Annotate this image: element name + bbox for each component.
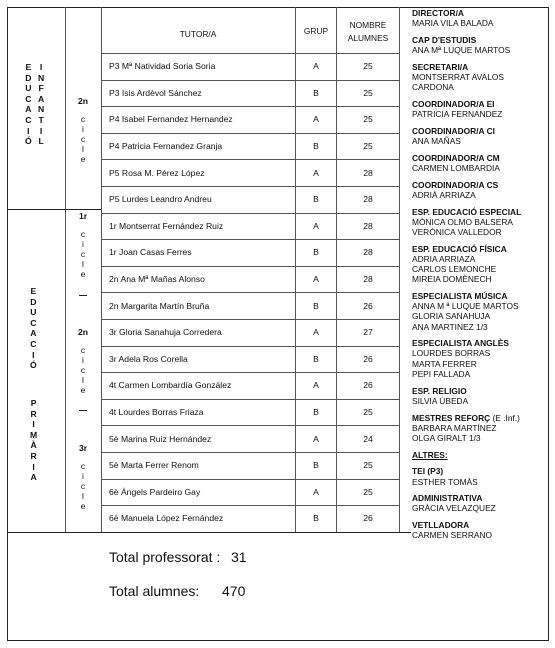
group-letter: B — [313, 87, 319, 98]
vertical-letter: e — [80, 385, 86, 395]
student-count: 25 — [363, 407, 373, 418]
staff-name: OLGA GIRALT 1/3 — [412, 432, 481, 443]
staff-name: SILVIA ÚBEDA — [412, 395, 469, 406]
cycle-primary-1r — [76, 211, 90, 279]
group-letter: A — [313, 327, 319, 338]
staff-name: ANA MAÑAS — [412, 136, 461, 147]
header-grup: GRUP — [303, 26, 329, 36]
staff-name: PATRICIA FERNANDEZ — [412, 109, 503, 120]
staff-name: VERÒNICA VALLEDOR — [412, 226, 502, 237]
vertical-letter: A — [38, 93, 45, 104]
vertical-letter: C — [25, 93, 32, 104]
group-letter: A — [313, 433, 319, 444]
staff-group — [412, 180, 549, 200]
student-count: 25 — [363, 61, 373, 72]
staff-group — [412, 520, 549, 540]
tutor-name: P4 Patricia Fernandez Granja — [109, 141, 223, 152]
student-count: 25 — [363, 141, 373, 152]
group-letter: B — [313, 247, 319, 258]
staff-name: PEPI FALLADA — [412, 368, 471, 379]
total-alumnes-value: 470 — [222, 583, 246, 599]
cycle-divider-1 — [79, 295, 87, 296]
group-letter: A — [313, 380, 319, 391]
staff-role — [412, 493, 549, 503]
tutor-name: 4t Lourdes Borras Friaza — [109, 407, 204, 418]
vertical-letter: L — [38, 136, 44, 147]
staff-name: GLORIA SANAHUJA — [412, 311, 491, 322]
staff-role — [412, 466, 549, 476]
student-count: 27 — [363, 327, 373, 338]
staff-role — [412, 207, 549, 217]
header-alumnes-line1: NOMBRE — [349, 20, 387, 30]
staff-name: MARTA FERRER — [412, 358, 477, 369]
total-professorat-value: 31 — [231, 549, 247, 565]
staff-name: BARBARA MARTÍNEZ — [412, 422, 497, 433]
staff-group — [412, 126, 549, 146]
vertical-letter: i — [82, 124, 84, 134]
student-count: 25 — [363, 114, 373, 125]
student-count: 25 — [363, 460, 373, 471]
staff-group — [412, 62, 549, 93]
vertical-letter: E — [30, 286, 37, 296]
tutor-name: P3 Isis Ardèvol Sánchez — [109, 87, 202, 98]
staff-role-note: (E .Inf.) — [490, 412, 520, 423]
vertical-letter: M — [30, 429, 38, 440]
student-count: 28 — [363, 220, 373, 231]
vertical-letter: c — [80, 114, 86, 124]
vertical-letter: À — [30, 440, 37, 451]
tutor-name: P5 Lurdes Leandro Andreu — [109, 194, 212, 205]
staff-role-label: MESTRES REFORÇ — [412, 412, 491, 423]
student-count: 28 — [363, 247, 373, 258]
vertical-letter: U — [30, 307, 37, 318]
vertical-letter: N — [38, 72, 45, 83]
staff-group — [412, 291, 549, 332]
staff-role-label: ALTRES: — [412, 449, 448, 460]
staff-role-label: ESPECIALISTA ANGLÈS — [412, 338, 509, 349]
vertical-letter: i — [82, 471, 84, 481]
vertical-letter: 3r — [78, 443, 88, 453]
staff-role-label: ESP. EDUCACIÓ FÍSICA — [412, 243, 507, 254]
group-letter: B — [313, 300, 319, 311]
vertical-letter: l — [82, 375, 84, 385]
tutor-name: P5 Rosa M. Pérez López — [109, 167, 205, 178]
tutor-name: P4 Isabel Fernandez Hernandez — [109, 114, 233, 125]
tutor-name: 1r Joan Casas Ferres — [109, 247, 192, 258]
group-letter: B — [313, 141, 319, 152]
vertical-letter: e — [80, 154, 86, 164]
staff-role — [412, 338, 549, 348]
vertical-letter: T — [38, 114, 44, 125]
vertical-letter: c — [80, 481, 86, 491]
group-letter: A — [313, 274, 319, 285]
staff-role — [412, 413, 549, 423]
staff-role-label: ESPECIALISTA MÚSICA — [412, 290, 508, 301]
staff-name: ADRIA ARRIAZA — [412, 253, 476, 264]
group-letter: B — [313, 460, 319, 471]
vertical-letter: l — [82, 259, 84, 269]
total-alumnes-label: Total alumnes: — [109, 583, 200, 599]
vertical-letter: D — [30, 296, 37, 307]
staff-role-label: CAP D'ESTUDIS — [412, 34, 477, 45]
staff-name: MARIA VILA BALADA — [412, 18, 494, 29]
staff-name: LOURDES BORRAS — [412, 348, 491, 359]
staff-role-label: SECRETARI/A — [412, 61, 469, 72]
level-educacio-infantil-a — [25, 62, 32, 147]
group-letter: B — [313, 407, 319, 418]
group-letter: A — [313, 486, 319, 497]
staff-group — [412, 386, 549, 406]
vertical-letter: E — [25, 62, 32, 72]
vertical-letter: F — [38, 83, 44, 94]
staff-role-label: TEI (P3) — [412, 466, 444, 477]
staff-group — [412, 244, 549, 285]
staff-name: MONTSERRAT AVALOS — [412, 72, 504, 83]
staff-name: CARDONA — [412, 82, 454, 93]
tutor-name: 3r Adela Ros Corella — [109, 353, 188, 364]
staff-group — [412, 466, 549, 486]
staff-role — [412, 153, 549, 163]
staff-role — [412, 99, 549, 109]
staff-name: MIREIA DOMÈNECH — [412, 274, 492, 285]
staff-role-label: ESP. RELIGIO — [412, 385, 467, 396]
student-count: 25 — [363, 486, 373, 497]
student-count: 26 — [363, 353, 373, 364]
staff-name: GRÀCIA VELAZQUEZ — [412, 503, 496, 514]
staff-group — [412, 413, 549, 444]
staff-role-label: COORDINADOR/A EI — [412, 98, 495, 109]
group-letter: A — [313, 167, 319, 178]
vertical-letter: I — [32, 461, 35, 472]
staff-group — [412, 338, 549, 379]
tutor-name: 3r Gloria Sanahuja Corredera — [109, 327, 222, 338]
student-count: 26 — [363, 513, 373, 524]
vertical-letter: i — [82, 239, 84, 249]
tutor-name: 2n Margarita Martín Bruña — [109, 300, 210, 311]
vertical-letter: R — [30, 408, 37, 419]
vertical-letter: 2n — [77, 96, 89, 106]
student-count: 25 — [363, 87, 373, 98]
group-letter: A — [313, 61, 319, 72]
staff-name: ANNA M ª LUQUE MARTOS — [412, 301, 519, 312]
student-count: 26 — [363, 380, 373, 391]
staff-role-label: ESP. EDUCACIÓ ESPECIAL — [412, 206, 522, 217]
student-count: 28 — [363, 167, 373, 178]
vertical-letter: c — [80, 249, 86, 259]
staff-group — [412, 153, 549, 173]
header-alumnes-line2: ALUMNES — [347, 33, 389, 43]
staff-group — [412, 493, 549, 513]
vertical-letter: c — [80, 134, 86, 144]
staff-role-label: COORDINADOR/A CS — [412, 179, 499, 190]
vertical-letter: D — [25, 72, 32, 83]
cycle-primary-2n — [76, 327, 90, 395]
vertical-letter: I — [39, 125, 43, 136]
staff-group — [412, 99, 549, 119]
cycle-primary-3r — [76, 443, 90, 511]
tutor-name: P3 Mª Natividad Soria Soria — [109, 61, 216, 72]
staff-role-label: DIRECTOR/A — [412, 8, 464, 18]
staff-role — [412, 62, 549, 72]
vertical-letter: N — [38, 104, 45, 115]
vertical-letter: c — [80, 229, 86, 239]
vertical-letter: e — [80, 501, 86, 511]
level-educacio-primaria-b — [30, 398, 37, 483]
tutor-name: 2n Ana Mª Mañas Alonso — [109, 274, 205, 285]
vertical-letter: c — [80, 365, 86, 375]
vertical-letter: l — [82, 491, 84, 501]
total-professorat-label: Total professorat : — [109, 549, 221, 565]
staff-role — [412, 386, 549, 396]
vertical-letter: A — [30, 472, 37, 483]
vertical-letter: R — [30, 450, 37, 461]
vertical-letter: c — [80, 461, 86, 471]
level-educacio-infantil-b — [38, 62, 44, 147]
vertical-letter: I — [27, 125, 30, 136]
vertical-letter: 2n — [77, 327, 89, 337]
staff-group — [412, 35, 549, 55]
tutor-name: 6è Manuela López Fernández — [109, 513, 224, 524]
cycle-divider-2 — [79, 410, 87, 411]
tutor-name: 4t Carmen Lombardía González — [109, 380, 232, 391]
vertical-letter: P — [30, 398, 37, 408]
student-count: 28 — [363, 194, 373, 205]
staff-name: CARMEN LOMBARDIA — [412, 162, 500, 173]
staff-name: ANA MARTINEZ 1/3 — [412, 321, 488, 332]
tutor-name: 6è Àngels Pardeiro Gay — [109, 486, 201, 497]
vertical-letter: c — [80, 345, 86, 355]
staff-group — [412, 207, 549, 238]
staff-role — [412, 450, 549, 460]
vertical-letter: 1r — [78, 211, 88, 221]
tutor-name: 1r Montserrat Fernández Ruiz — [109, 220, 224, 231]
vertical-letter: I — [32, 349, 35, 360]
student-count: 26 — [363, 300, 373, 311]
staff-name: ANA Mª LUQUE MARTOS — [412, 45, 511, 56]
staff-list — [412, 8, 549, 547]
staff-role — [412, 8, 549, 18]
student-count: 28 — [363, 274, 373, 285]
vertical-letter: I — [32, 419, 35, 430]
header-tutora: TUTOR/A — [179, 29, 217, 39]
vertical-letter: A — [25, 104, 32, 115]
staff-name: ESTHER TOMÀS — [412, 476, 478, 487]
staff-role-label: ADMINISTRATIVA — [412, 493, 483, 504]
tutor-name: 5è Marta Ferrer Renom — [109, 460, 199, 471]
staff-role — [412, 35, 549, 45]
level-educacio-primaria-a — [30, 286, 37, 371]
group-letter: B — [313, 194, 319, 205]
staff-role — [412, 520, 549, 530]
staff-group — [412, 8, 549, 28]
vertical-letter: I — [39, 62, 43, 72]
staff-name: CARLOS LEMONCHE — [412, 264, 497, 275]
group-letter: B — [313, 353, 319, 364]
staff-role — [412, 180, 549, 190]
vertical-letter: C — [30, 317, 37, 328]
vertical-letter: l — [82, 144, 84, 154]
vertical-letter: A — [30, 328, 37, 339]
vertical-letter: e — [80, 269, 86, 279]
staff-name: CARMEN SERRANO — [412, 530, 493, 541]
group-letter: B — [313, 513, 319, 524]
vertical-letter: Ó — [30, 360, 37, 371]
tutor-name: 5è Marina Ruiz Hernández — [109, 433, 212, 444]
group-letter: A — [313, 114, 319, 125]
header-alumnes — [337, 12, 399, 52]
staff-role — [412, 291, 549, 301]
staff-group — [412, 450, 549, 460]
student-count: 24 — [363, 433, 373, 444]
staff-role — [412, 126, 549, 136]
vertical-letter: i — [82, 355, 84, 365]
vertical-letter: U — [25, 83, 32, 94]
vertical-letter: Ó — [25, 136, 32, 147]
staff-role-label: COORDINADOR/A CI — [412, 125, 495, 136]
staff-role-label: COORDINADOR/A CM — [412, 152, 500, 163]
staff-name: ADRIÀ ARRIAZA — [412, 189, 476, 200]
staff-role-label: VETLLADORA — [412, 520, 470, 531]
vertical-letter: C — [30, 338, 37, 349]
staff-name: MÒNICA OLMO BALSERA — [412, 216, 513, 227]
vertical-letter: C — [25, 114, 32, 125]
group-letter: A — [313, 220, 319, 231]
cycle-infantil-2n — [76, 96, 90, 164]
staff-role — [412, 244, 549, 254]
